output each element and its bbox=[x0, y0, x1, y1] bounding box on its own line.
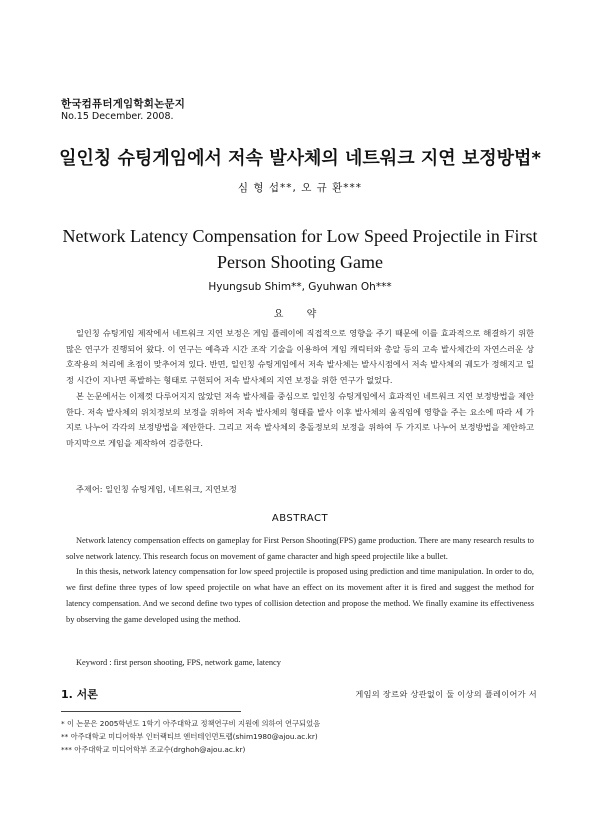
abstract-english-paragraph: In this thesis, network latency compensation for low speed projectile is proposed using prediction and time manipulation. In order to do, we first define three types of low speed projectile on what have an effect on its movement after it is fired and suggest the method for latency compensation. And we second define two types of collision detection and propose the method. We finally examine its effectiveness by observing the game developed using the method. bbox=[66, 567, 534, 624]
abstract-english-heading: ABSTRACT bbox=[271, 513, 329, 524]
authors-korean: 심 형 섭**, 오 규 환*** bbox=[237, 182, 363, 194]
footnote-divider bbox=[61, 711, 241, 712]
body-text-first-line: 게임의 장르와 상관없이 둘 이상의 플레이어가 서 bbox=[355, 689, 537, 699]
paper-title-korean: 일인칭 슈팅게임에서 저속 발사체의 네트워크 지연 보정방법* bbox=[59, 148, 541, 169]
keywords-english: Keyword : first person shooting, FPS, network game, latency bbox=[76, 658, 281, 667]
footnotes bbox=[61, 717, 320, 756]
abstract-korean-heading: 요 약 bbox=[273, 309, 327, 320]
section-heading-introduction: 1. 서론 bbox=[61, 688, 98, 701]
abstract-english-paragraph: Network latency compensation effects on gameplay for First Person Shooting(FPS) game production. There are many research results to solve network latency. This research focus on movement of game character and high speed projectile like a bullet. bbox=[66, 536, 534, 561]
authors-english: Hyungsub Shim**, Gyuhwan Oh*** bbox=[208, 281, 392, 293]
journal-name: 한국컴퓨터게임학회논문지 bbox=[61, 98, 186, 110]
footnote: *** 아주대학교 미디어학부 조교수(drghoh@ajou.ac.kr) bbox=[61, 745, 246, 754]
abstract-korean bbox=[66, 326, 534, 452]
journal-issue: No.15 December. 2008. bbox=[61, 111, 174, 122]
keywords-korean: 주제어: 일인칭 슈팅게임, 네트워크, 지연보정 bbox=[76, 484, 237, 494]
footnote: ** 아주대학교 미디어학부 인터랙티브 엔터테인먼트랩(shim1980@ajou.ac.kr) bbox=[61, 732, 318, 741]
abstract-english bbox=[66, 533, 534, 627]
footnote: * 이 논문은 2005학년도 1학기 아주대학교 정책연구비 지원에 의하여 연구되었음 bbox=[61, 719, 321, 728]
abstract-korean-paragraph: 본 논문에서는 이제껏 다루어지지 않았던 저속 발사체를 중심으로 일인칭 슈팅게임에서 효과적인 네트워크 지연 보정방법을 제안한다. 저속 발사체의 위치정보의 보정을 위하여 저속 발사체의 형태를 발사 이후 발사체의 움직임에 영향을 주는 요소에 따라 세 가지로 나누어 각각의 보정방법을 제안한다. 그리고 저속 발사체의 충돌정보의 보정을 위하여 두 가지로 나누어 보정방법을 제안하고 마지막으로 게임을 제작하여 검증한다. bbox=[66, 390, 534, 448]
abstract-korean-paragraph: 일인칭 슈팅게임 제작에서 네트워크 지연 보정은 게임 플레이에 직접적으로 영향을 주기 때문에 이를 효과적으로 해결하기 위한 많은 연구가 진행되어 왔다. 이 연구는 예측과 시간 조작 기술을 이용하여 게임 캐릭터와 총알 등의 고속 발사체간의 자연스러운 상호작용의 처리에 초점이 맞추어져 있다. 반면, 일인칭 슈팅게임에서 저속 발사체는 발사시점에서 저속 발사체의 궤도가 정해지고 일정 시간이 지나면 폭발하는 형태로 구현되어 저속 발사체의 지연 보정을 위한 연구가 없었다. bbox=[66, 328, 534, 386]
paper-title-english: Network Latency Compensation for Low Speed Projectile in First Person Shooting Game bbox=[62, 226, 538, 272]
